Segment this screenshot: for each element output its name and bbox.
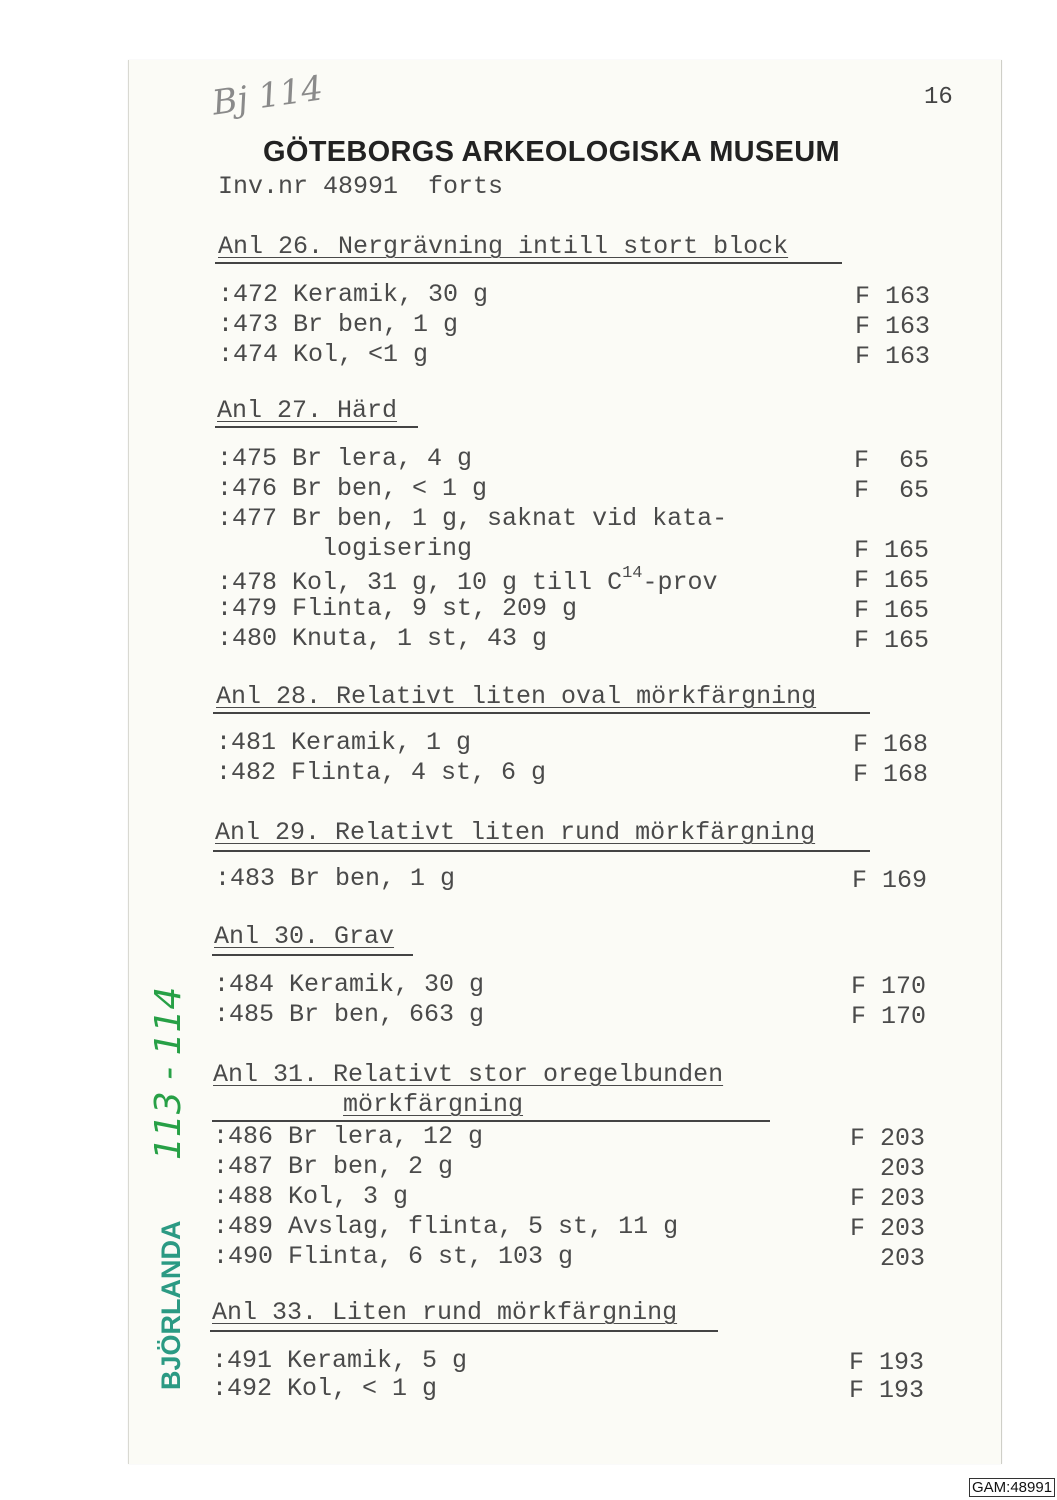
catalogue-item (213, 1152, 453, 1181)
section-rule (215, 262, 842, 264)
item-reference: F 65 (854, 476, 930, 505)
section-rule (213, 712, 870, 714)
item-number: :475 (217, 444, 293, 473)
item-reference: F 168 (853, 760, 929, 789)
item-number: :479 (217, 594, 293, 623)
catalogue-item (217, 534, 472, 563)
item-reference: F 170 (851, 1002, 927, 1031)
section-heading: Anl 28. Relativt liten oval mörkfärgning (216, 682, 817, 711)
item-reference: F 163 (855, 342, 931, 371)
item-description: Br ben, 1 g, saknat vid kata- (292, 504, 728, 533)
catalogue-item (216, 758, 546, 787)
section-heading: Anl 27. Härd (217, 396, 398, 425)
catalogue-item (217, 444, 472, 473)
catalogue-item (216, 728, 471, 757)
section-rule (213, 850, 870, 852)
section-rule (210, 1330, 718, 1332)
catalogue-item (218, 310, 458, 339)
item-description: Kol, <1 g (293, 340, 429, 369)
item-number: :474 (218, 340, 294, 369)
catalogue-item (217, 474, 487, 503)
item-description: Flinta, 4 st, 6 g (291, 758, 547, 787)
catalogue-item (215, 864, 455, 893)
section-rule (212, 954, 413, 956)
item-number: :478 (217, 568, 293, 597)
catalogue-item (213, 1242, 573, 1271)
item-description: Keramik, 30 g (289, 970, 485, 999)
item-reference: F 165 (854, 566, 930, 595)
stamp-numbers: 113 - 114 (148, 986, 189, 1160)
section-heading: Anl 31. Relativt stor oregelbunden (213, 1060, 724, 1089)
catalogue-item (217, 504, 727, 533)
item-description: Keramik, 1 g (291, 728, 472, 757)
catalogue-item (218, 340, 428, 369)
item-number: :490 (213, 1242, 289, 1271)
item-reference: 203 (850, 1244, 926, 1273)
section-heading-continued: mörkfärgning (343, 1090, 524, 1119)
item-reference: F 165 (854, 596, 930, 625)
section-heading: Anl 29. Relativt liten rund mörkfärgning (215, 818, 816, 847)
item-description: logisering (292, 534, 473, 563)
item-number: :484 (214, 970, 290, 999)
catalogue-item (218, 280, 488, 309)
item-reference: F 203 (850, 1124, 926, 1153)
place-stamp: BJÖRLANDA (156, 1220, 186, 1390)
catalogue-item (217, 624, 547, 653)
inventory-number: Inv.nr 48991 forts (218, 172, 504, 201)
item-description: Br ben, 2 g (288, 1152, 454, 1181)
item-number: :473 (218, 310, 294, 339)
item-reference: F 203 (850, 1214, 926, 1243)
item-reference: F 203 (850, 1184, 926, 1213)
page-number: 16 (924, 84, 953, 111)
item-reference: F 163 (855, 312, 931, 341)
catalogue-item (213, 1182, 408, 1211)
item-description: Knuta, 1 st, 43 g (292, 624, 548, 653)
item-description: Br lera, 4 g (292, 444, 473, 473)
item-number: :491 (212, 1346, 288, 1375)
item-description-suffix: -prov (642, 568, 718, 597)
item-reference: F 169 (852, 866, 928, 895)
item-description: Br ben, < 1 g (292, 474, 488, 503)
item-number: :492 (212, 1374, 288, 1403)
archive-id: GAM:48991 (969, 1478, 1055, 1497)
item-description: Keramik, 5 g (287, 1346, 468, 1375)
item-number: :485 (214, 1000, 290, 1029)
item-superscript: 14 (622, 564, 643, 583)
item-number: :489 (213, 1212, 289, 1241)
item-reference: F 193 (849, 1348, 925, 1377)
item-number: :481 (216, 728, 292, 757)
item-number: :488 (213, 1182, 289, 1211)
section-rule (215, 426, 418, 428)
catalogue-item (213, 1122, 483, 1151)
item-description: Flinta, 6 st, 103 g (288, 1242, 574, 1271)
item-description: Avslag, flinta, 5 st, 11 g (288, 1212, 679, 1241)
item-description: Br ben, 663 g (289, 1000, 485, 1029)
item-number: :483 (215, 864, 291, 893)
catalogue-item (214, 1000, 484, 1029)
item-description: Kol, 31 g, 10 g till C (292, 568, 623, 597)
item-description: Br lera, 12 g (288, 1122, 484, 1151)
item-number: :487 (213, 1152, 289, 1181)
item-reference: F 163 (855, 282, 931, 311)
item-description: Kol, < 1 g (287, 1374, 438, 1403)
catalogue-item (217, 564, 718, 597)
catalogue-item (212, 1374, 437, 1403)
handwritten-reference: Bj 114 (209, 68, 326, 124)
item-description: Flinta, 9 st, 209 g (292, 594, 578, 623)
item-number: :477 (217, 504, 293, 533)
item-description: Kol, 3 g (288, 1182, 409, 1211)
catalogue-item (213, 1212, 678, 1241)
item-reference: 203 (850, 1154, 926, 1183)
item-number: :482 (216, 758, 292, 787)
item-reference: F 165 (854, 536, 930, 565)
catalogue-item (212, 1346, 467, 1375)
item-reference: F 168 (853, 730, 929, 759)
item-description: Br ben, 1 g (293, 310, 459, 339)
museum-title: GÖTEBORGS ARKEOLOGISKA MUSEUM (263, 136, 840, 168)
item-description: Br ben, 1 g (290, 864, 456, 893)
item-reference: F 165 (854, 626, 930, 655)
item-number (217, 534, 292, 563)
catalogue-item (217, 594, 577, 623)
item-description: Keramik, 30 g (293, 280, 489, 309)
item-reference: F 170 (851, 972, 927, 1001)
item-reference: F 193 (849, 1376, 925, 1405)
item-number: :480 (217, 624, 293, 653)
section-heading: Anl 30. Grav (214, 922, 395, 951)
item-number: :472 (218, 280, 294, 309)
item-number: :476 (217, 474, 293, 503)
section-heading: Anl 33. Liten rund mörkfärgning (212, 1298, 678, 1327)
item-reference: F 65 (854, 446, 930, 475)
catalogue-item (214, 970, 484, 999)
item-number: :486 (213, 1122, 289, 1151)
section-heading: Anl 26. Nergrävning intill stort block (218, 232, 789, 261)
